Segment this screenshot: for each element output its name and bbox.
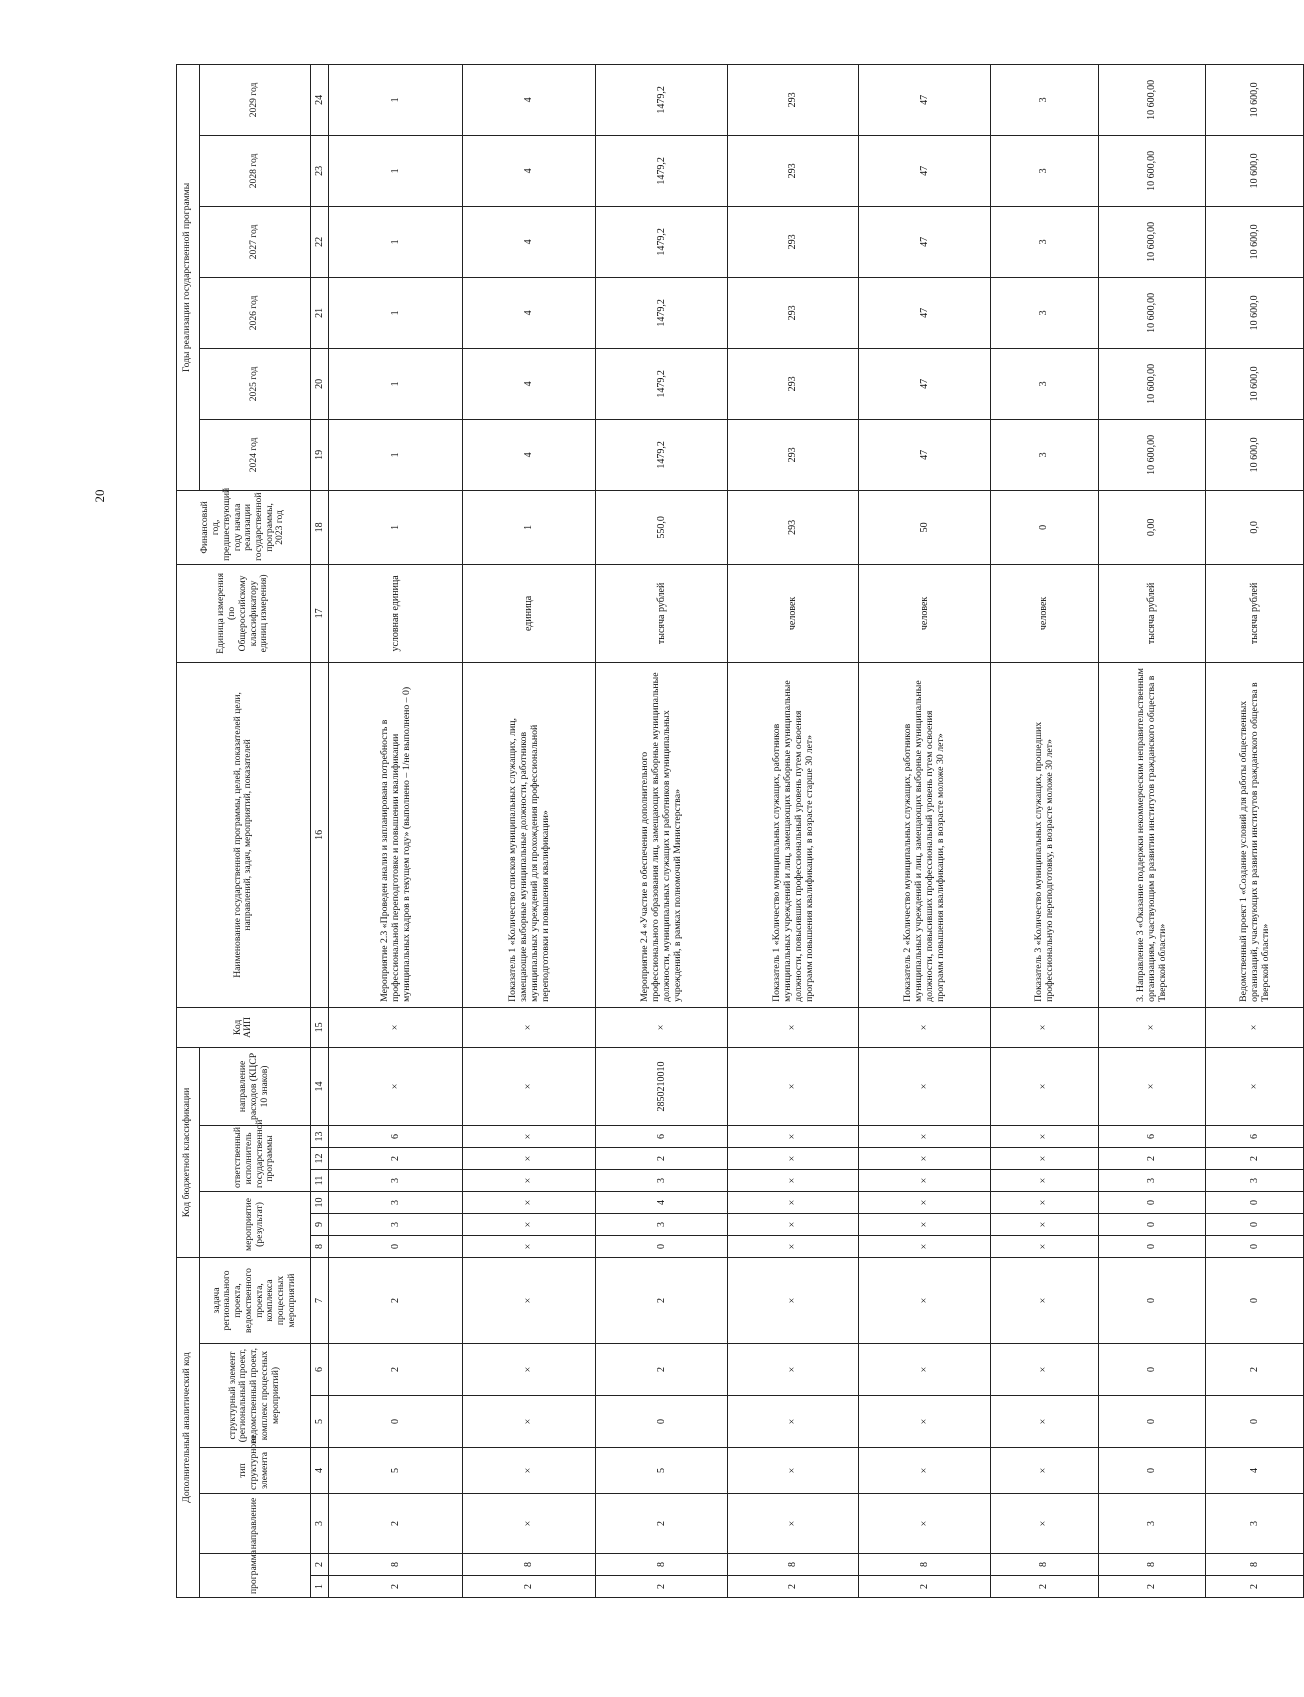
code-cell: 0 [1098, 1344, 1206, 1396]
row-unit: человек [727, 564, 859, 662]
code-cell: × [859, 1235, 991, 1257]
header-years-group: Годы реализации государственной программы [177, 64, 200, 490]
header-dak: Дополнительный аналитический код [177, 1257, 200, 1597]
row-year-value: 1479,2 [596, 206, 728, 277]
row-year-value: 4 [462, 206, 596, 277]
row-base-year-value: 0 [990, 490, 1098, 564]
row-year-value: 1 [329, 135, 463, 206]
row-name: Мероприятие 2.3 «Проведен анализ и запланирована потребность в профессиональной переподготовке и повышении квалификации муниципальных кадров в текущем году» (выполнено – 1/не выполнено – 0) [329, 662, 463, 1007]
code-cell: × [727, 1344, 859, 1396]
code-cell: 0 [1098, 1235, 1206, 1257]
code-cell: 3 [1098, 1494, 1206, 1554]
code-cell: × [859, 1169, 991, 1191]
header-year-6: 2029 год [199, 64, 310, 135]
code-cell: × [990, 1191, 1098, 1213]
table-row [329, 64, 463, 1597]
column-number: 23 [310, 135, 329, 206]
code-cell: × [1206, 1047, 1304, 1125]
code-cell: 8 [1206, 1554, 1304, 1576]
code-cell: 0 [1098, 1191, 1206, 1213]
code-cell: × [727, 1213, 859, 1235]
code-cell: × [859, 1448, 991, 1494]
row-year-value: 4 [462, 348, 596, 419]
code-cell: 6 [1098, 1125, 1206, 1147]
header-napravlenie: направление [199, 1494, 310, 1554]
code-cell: 3 [1098, 1169, 1206, 1191]
code-cell: × [727, 1191, 859, 1213]
code-cell: × [462, 1007, 596, 1047]
header-kbk: Код бюджетной классификации [177, 1047, 200, 1257]
row-year-value: 3 [990, 277, 1098, 348]
code-cell: × [859, 1396, 991, 1448]
code-cell: 2 [990, 1576, 1098, 1598]
row-year-value: 3 [990, 64, 1098, 135]
header-fin-year: Финансовый год, предшествующий году начала реализации государственной программы, 2023 год [177, 490, 311, 564]
row-year-value: 4 [462, 135, 596, 206]
code-cell: 0 [596, 1396, 728, 1448]
row-unit: тысяча рублей [1098, 564, 1206, 662]
code-cell: × [859, 1147, 991, 1169]
code-cell: × [462, 1147, 596, 1169]
code-cell: 2 [1098, 1576, 1206, 1598]
code-cell: 2 [329, 1576, 463, 1598]
row-year-value: 1479,2 [596, 348, 728, 419]
column-number: 12 [310, 1147, 329, 1169]
code-cell: × [462, 1235, 596, 1257]
code-cell: 2 [596, 1494, 728, 1554]
code-cell: × [1206, 1007, 1304, 1047]
row-name: 3. Направление 3 «Оказание поддержки некоммерческим неправительственным организациям, участвующим в развитии институтов гражданского общества в Тверской области» [1098, 662, 1206, 1007]
code-cell: 3 [329, 1191, 463, 1213]
column-number: 1 [310, 1576, 329, 1598]
row-year-value: 293 [727, 64, 859, 135]
code-cell: × [990, 1494, 1098, 1554]
column-number: 20 [310, 348, 329, 419]
code-cell: × [462, 1396, 596, 1448]
row-name: Ведомственный проект 1 «Создание условий для работы общественных организаций, участвующих в развитии институтов гражданского общества в Тверской области» [1206, 662, 1304, 1007]
code-cell: × [462, 1494, 596, 1554]
code-cell: 3 [596, 1169, 728, 1191]
row-year-value: 1 [329, 206, 463, 277]
row-unit: тысяча рублей [1206, 564, 1304, 662]
code-cell: × [990, 1147, 1098, 1169]
code-cell: × [1098, 1047, 1206, 1125]
header-tip: тип структурного элемента [199, 1448, 310, 1494]
code-cell: × [462, 1191, 596, 1213]
row-year-value: 293 [727, 419, 859, 490]
column-number: 11 [310, 1169, 329, 1191]
column-number: 8 [310, 1235, 329, 1257]
row-year-value: 47 [859, 64, 991, 135]
code-cell: × [859, 1257, 991, 1343]
column-number: 21 [310, 277, 329, 348]
code-cell: 0 [1206, 1396, 1304, 1448]
column-number: 3 [310, 1494, 329, 1554]
row-year-value: 4 [462, 277, 596, 348]
row-base-year-value: 550,0 [596, 490, 728, 564]
column-number: 16 [310, 662, 329, 1007]
row-unit: тысяча рублей [596, 564, 728, 662]
row-year-value: 47 [859, 419, 991, 490]
code-cell: 2 [1206, 1344, 1304, 1396]
column-number: 17 [310, 564, 329, 662]
row-year-value: 4 [462, 64, 596, 135]
row-year-value: 1479,2 [596, 135, 728, 206]
row-year-value: 47 [859, 348, 991, 419]
table-row [1098, 64, 1206, 1597]
code-cell: 0 [596, 1235, 728, 1257]
code-cell: 4 [1206, 1448, 1304, 1494]
code-cell: × [727, 1169, 859, 1191]
code-cell: 8 [727, 1554, 859, 1576]
code-cell: 0 [1206, 1257, 1304, 1343]
code-cell: 3 [1206, 1169, 1304, 1191]
column-number: 6 [310, 1344, 329, 1396]
code-cell: × [727, 1396, 859, 1448]
header-kod-aip: Код АИП [177, 1007, 311, 1047]
row-year-value: 4 [462, 419, 596, 490]
column-number: 24 [310, 64, 329, 135]
row-year-value: 10 600,00 [1098, 348, 1206, 419]
row-year-value: 1 [329, 277, 463, 348]
code-cell: × [990, 1007, 1098, 1047]
code-cell: × [990, 1213, 1098, 1235]
code-cell: × [462, 1125, 596, 1147]
code-cell: 8 [1098, 1554, 1206, 1576]
row-year-value: 10 600,0 [1206, 135, 1304, 206]
row-year-value: 47 [859, 135, 991, 206]
code-cell: 0 [1098, 1396, 1206, 1448]
row-year-value: 10 600,0 [1206, 277, 1304, 348]
table-row [596, 64, 728, 1597]
code-cell: × [462, 1047, 596, 1125]
code-cell: × [727, 1147, 859, 1169]
code-cell: 4 [596, 1191, 728, 1213]
row-name: Показатель 3 «Количество муниципальных служащих, прошедших профессиональную переподготовку, в возрасте моложе 30 лет» [990, 662, 1098, 1007]
row-year-value: 10 600,0 [1206, 419, 1304, 490]
code-cell: 2 [329, 1257, 463, 1343]
program-table [176, 64, 1304, 1598]
code-cell: × [990, 1344, 1098, 1396]
code-cell: × [727, 1235, 859, 1257]
code-cell: 6 [329, 1125, 463, 1147]
code-cell: × [727, 1125, 859, 1147]
header-year-5: 2028 год [199, 135, 310, 206]
code-cell: 6 [1206, 1125, 1304, 1147]
code-cell: × [859, 1344, 991, 1396]
code-cell: 0 [329, 1235, 463, 1257]
code-cell: × [859, 1007, 991, 1047]
row-year-value: 47 [859, 206, 991, 277]
code-cell: 3 [329, 1213, 463, 1235]
code-cell: × [462, 1257, 596, 1343]
code-cell: × [329, 1047, 463, 1125]
header-zadacha: задача регионального проекта, ведомственного проекта, комплекса процессных мероприятий [199, 1257, 310, 1343]
row-year-value: 3 [990, 135, 1098, 206]
row-year-value: 10 600,00 [1098, 419, 1206, 490]
code-cell: × [990, 1448, 1098, 1494]
column-number: 19 [310, 419, 329, 490]
row-base-year-value: 1 [462, 490, 596, 564]
row-base-year-value: 0,0 [1206, 490, 1304, 564]
header-otvetstvenny: ответственный исполнитель государственной программы [199, 1125, 310, 1191]
row-unit: единица [462, 564, 596, 662]
code-cell: × [727, 1257, 859, 1343]
column-number: 4 [310, 1448, 329, 1494]
row-year-value: 293 [727, 348, 859, 419]
column-number: 7 [310, 1257, 329, 1343]
table-row [462, 64, 596, 1597]
code-cell: 0 [1206, 1191, 1304, 1213]
row-year-value: 293 [727, 206, 859, 277]
code-cell: 2 [329, 1147, 463, 1169]
row-unit: человек [859, 564, 991, 662]
code-cell: 8 [462, 1554, 596, 1576]
row-year-value: 1479,2 [596, 64, 728, 135]
header-year-4: 2027 год [199, 206, 310, 277]
code-cell: × [727, 1494, 859, 1554]
code-cell: × [329, 1007, 463, 1047]
code-cell: × [1098, 1007, 1206, 1047]
code-cell: × [859, 1125, 991, 1147]
row-year-value: 293 [727, 135, 859, 206]
code-cell: × [727, 1448, 859, 1494]
code-cell: × [990, 1047, 1098, 1125]
header-name: Наименование государственной программы, целей, показателей цели, направлений, задач, мероприятий, показателей [177, 662, 311, 1007]
code-cell: 2 [596, 1147, 728, 1169]
code-cell: 0 [1206, 1213, 1304, 1235]
code-cell: × [462, 1448, 596, 1494]
code-cell: 2 [329, 1344, 463, 1396]
row-base-year-value: 50 [859, 490, 991, 564]
code-cell: 8 [329, 1554, 463, 1576]
row-year-value: 1 [329, 64, 463, 135]
code-cell: 2850210010 [596, 1047, 728, 1125]
header-year-2: 2025 год [199, 348, 310, 419]
code-cell: 2 [859, 1576, 991, 1598]
header-meropriyatie: мероприятие (результат) [199, 1191, 310, 1257]
row-base-year-value: 0,00 [1098, 490, 1206, 564]
row-year-value: 3 [990, 206, 1098, 277]
code-cell: × [859, 1047, 991, 1125]
table-row [859, 64, 991, 1597]
code-cell: 0 [329, 1396, 463, 1448]
page-number: 20 [92, 489, 107, 503]
table-row [727, 64, 859, 1597]
code-cell: × [990, 1125, 1098, 1147]
code-cell: × [990, 1257, 1098, 1343]
code-cell: × [727, 1047, 859, 1125]
code-cell: 5 [329, 1448, 463, 1494]
column-number: 5 [310, 1396, 329, 1448]
code-cell: 2 [727, 1576, 859, 1598]
code-cell: 2 [329, 1494, 463, 1554]
code-cell: × [859, 1213, 991, 1235]
code-cell: 3 [596, 1213, 728, 1235]
code-cell: × [990, 1235, 1098, 1257]
row-year-value: 10 600,00 [1098, 277, 1206, 348]
row-name: Показатель 2 «Количество муниципальных служащих, работников муниципальных учреждений и лиц, замещающих выборные муниципальные должности, повысивших профессиональный уровень путем освоения программ повышения квалификации, в возрасте моложе 30 лет» [859, 662, 991, 1007]
row-year-value: 1479,2 [596, 277, 728, 348]
code-cell: × [727, 1007, 859, 1047]
code-cell: 2 [1206, 1576, 1304, 1598]
code-cell: × [462, 1169, 596, 1191]
row-year-value: 1479,2 [596, 419, 728, 490]
row-year-value: 10 600,0 [1206, 348, 1304, 419]
column-number-row [310, 64, 329, 1597]
column-number: 14 [310, 1047, 329, 1125]
code-cell: × [596, 1007, 728, 1047]
column-number: 2 [310, 1554, 329, 1576]
row-year-value: 10 600,00 [1098, 64, 1206, 135]
row-year-value: 10 600,0 [1206, 206, 1304, 277]
code-cell: 0 [1098, 1257, 1206, 1343]
column-number: 18 [310, 490, 329, 564]
row-base-year-value: 293 [727, 490, 859, 564]
row-year-value: 1 [329, 419, 463, 490]
row-year-value: 3 [990, 419, 1098, 490]
code-cell: 0 [1206, 1235, 1304, 1257]
row-year-value: 10 600,00 [1098, 206, 1206, 277]
row-name: Мероприятие 2.4 «Участие в обеспечении дополнительного профессионального образования лиц, замещающих выборные муниципальные должности, муниципальных служащих и работников муниципальных учреждений, в рамках полномочий Министерства» [596, 662, 728, 1007]
row-year-value: 293 [727, 277, 859, 348]
row-year-value: 10 600,00 [1098, 135, 1206, 206]
code-cell: 2 [596, 1257, 728, 1343]
code-cell: 2 [596, 1344, 728, 1396]
row-year-value: 10 600,0 [1206, 64, 1304, 135]
code-cell: 8 [859, 1554, 991, 1576]
row-year-value: 1 [329, 348, 463, 419]
code-cell: 8 [596, 1554, 728, 1576]
code-cell: 5 [596, 1448, 728, 1494]
column-number: 15 [310, 1007, 329, 1047]
table-row [990, 64, 1098, 1597]
column-number: 9 [310, 1213, 329, 1235]
row-unit: человек [990, 564, 1098, 662]
header-year-1: 2024 год [199, 419, 310, 490]
rotated-table-wrapper [176, 79, 1304, 1598]
code-cell: × [462, 1344, 596, 1396]
code-cell: 8 [990, 1554, 1098, 1576]
header-year-3: 2026 год [199, 277, 310, 348]
code-cell: 2 [1098, 1147, 1206, 1169]
code-cell: 2 [1206, 1147, 1304, 1169]
code-cell: 3 [1206, 1494, 1304, 1554]
code-cell: 2 [462, 1576, 596, 1598]
code-cell: × [859, 1494, 991, 1554]
code-cell: 2 [596, 1576, 728, 1598]
column-number: 10 [310, 1191, 329, 1213]
header-unit: Единица измерения (по Общероссийскому классификатору единиц измерения) [177, 564, 311, 662]
header-struct: структурный элемент (региональный проект, ведомственный проект, комплекс процессных мероприятий) [199, 1344, 310, 1448]
header-napr-rashodov: направление расходов (КЦСР 10 знаков) [199, 1047, 310, 1125]
code-cell: 0 [1098, 1213, 1206, 1235]
code-cell: 6 [596, 1125, 728, 1147]
column-number: 13 [310, 1125, 329, 1147]
column-number: 22 [310, 206, 329, 277]
row-name: Показатель 1 «Количество муниципальных служащих, работников муниципальных учреждений и лиц, замещающих выборные муниципальные должности, повысивших профессиональный уровень путем освоения программ повышения квалификации, в возрасте старше 30 лет» [727, 662, 859, 1007]
row-year-value: 47 [859, 277, 991, 348]
row-base-year-value: 1 [329, 490, 463, 564]
code-cell: 0 [1098, 1448, 1206, 1494]
code-cell: × [859, 1191, 991, 1213]
table-row [1206, 64, 1304, 1597]
code-cell: × [990, 1396, 1098, 1448]
code-cell: × [990, 1169, 1098, 1191]
row-unit: условная единица [329, 564, 463, 662]
row-year-value: 3 [990, 348, 1098, 419]
header-programma: программа [199, 1554, 310, 1598]
code-cell: 3 [329, 1169, 463, 1191]
row-name: Показатель 1 «Количество списков муниципальных служащих, лиц, замещающие выборные муниципальные должности, работников муниципальных учреждений для прохождения профессиональной переподготовки и повышения квалификации» [462, 662, 596, 1007]
code-cell: × [462, 1213, 596, 1235]
